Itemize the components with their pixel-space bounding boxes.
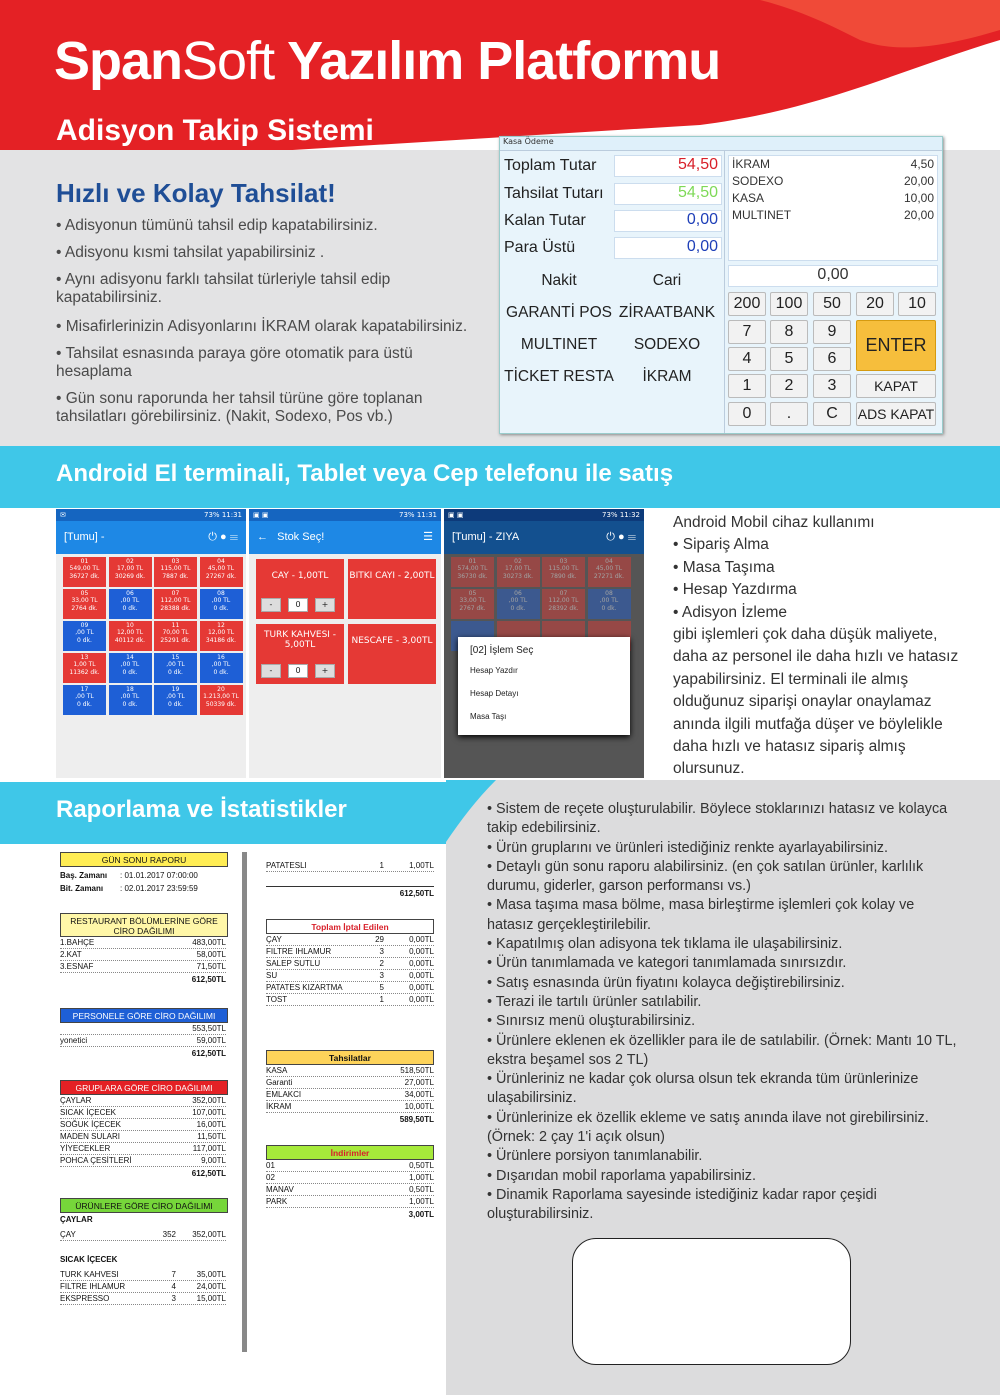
para-ustu-label: Para Üstü	[504, 239, 576, 256]
key-8[interactable]: 8	[770, 320, 808, 344]
toplam-value[interactable]: 54,50	[614, 155, 722, 177]
table-cell[interactable]: 11 70,00 TL 25291 dk.	[154, 621, 197, 651]
key-9[interactable]: 9	[813, 320, 851, 344]
report-row: 3.ESNAF 71,50TL	[60, 962, 226, 971]
report-row: Garanti 27,00TL	[266, 1078, 434, 1087]
report-row: POHCA ÇESİTLERİ 9,00TL	[60, 1156, 226, 1165]
stock-item[interactable]: BITKI CAYI - 2,00TL	[348, 559, 436, 619]
report-row: ÇAY 352 352,00TL	[60, 1230, 226, 1239]
report-feature-item: • Sınırsız menü oluşturabilirsiniz.	[487, 1013, 696, 1030]
method-ticket-button[interactable]: TİCKET RESTA	[504, 368, 614, 385]
enter-button[interactable]: ENTER	[856, 320, 936, 371]
gun-sonu-report-continued: PATATESLI 1 1,00TL 612,50TL Toplam İptal Edilen ÇAY 29 0,00TL FILTRE IHLAMUR 3 0,00TL SALEP SUTLU 2 0,00TL SU 3 0,00TL PATATES KIZARTMA 5 0,00TL TOST 1 0,00TL Tahsilatlar KASA 518,50TL Garanti 27,00TL EMLAKCI 34,00TL İKRAM 10,00TL 589,50TL İndirimler 01 0,50TL 02 1,00TL MANAV 0,50TL PARK 1,00TL 3,00TL	[266, 861, 434, 1219]
feature-item: • Misafirlerinizin Adisyonlarını İKRAM olarak kapatabilirsiniz.	[56, 318, 468, 335]
para-ustu-value[interactable]: 0,00	[614, 237, 722, 259]
phone1-title: [Tumu] -	[64, 531, 105, 543]
section-title: GRUPLARA GÖRE CİRO DAĞILIMI	[60, 1080, 228, 1095]
table-cell[interactable]: 01 574,00 TL 36730 dk.	[451, 557, 494, 587]
tahsilat-value[interactable]: 54,50	[614, 183, 722, 205]
payments-list	[728, 155, 938, 261]
table-cell[interactable]: 01 549,00 TL 36727 dk.	[63, 557, 106, 587]
table-cell[interactable]: 05 33,00 TL 2764 dk.	[63, 589, 106, 619]
phone2-title: Stok Seç!	[277, 531, 325, 543]
table-cell[interactable]: 13 1,00 TL 11362 dk.	[63, 653, 106, 683]
payment-row[interactable]: MULTINET 20,00	[732, 208, 934, 222]
method-ikram-button[interactable]: İKRAM	[642, 368, 692, 385]
table-cell[interactable]: 03 115,00 TL 7887 dk.	[154, 557, 197, 587]
section-title: PERSONELE GÖRE CİRO DAĞILIMI	[60, 1008, 228, 1023]
report-feature-item: • Ürünlere eklenen ek özellikler para ile de satılabilir. (Örnek: Mantı 10 TL, ekstra beşamel sos 2 TL)	[487, 1032, 957, 1068]
report-feature-item: • Ürünlerinize ek özellik ekleme ve satış anında ilave not girebilirsiniz. (Örnek: 2 çay 1'i açık olsun)	[487, 1109, 929, 1146]
table-cell[interactable]: 04 45,00 TL 27271 dk.	[588, 557, 631, 587]
table-cell[interactable]: 04 45,00 TL 27267 dk.	[200, 557, 243, 587]
android-description: Android Mobil cihaz kullanımı • Sipariş Alma • Masa Taşıma • Hesap Yazdırma • Adisyon İzleme gibi işlemleri çok daha düşük maliyete, daha az personel ile daha hızlı ve hatasız yapabilirsiniz. El terminali ile almış olduğunuz siparişi onaylar onaylamaz anında ilgili mutfağa düşer ve böylelikle daha hızlı ve hatasız sipariş almış olursunuz.	[673, 514, 959, 778]
quick-100-button[interactable]: 100	[770, 292, 808, 316]
report-row: SOĞUK İÇECEK 16,00TL	[60, 1120, 226, 1129]
report-row: FILTRE IHLAMUR 3 0,00TL	[266, 947, 434, 956]
report-row: 02 1,00TL	[266, 1173, 434, 1182]
tahsilat-heading: Hızlı ve Kolay Tahsilat!	[56, 178, 336, 208]
report-row: SU 3 0,00TL	[266, 971, 434, 980]
subtitle: Adisyon Takip Sistemi	[56, 114, 374, 147]
key-7[interactable]: 7	[728, 320, 766, 344]
key-1[interactable]: 1	[728, 374, 766, 398]
report-section-title: Raporlama ve İstatistikler	[56, 796, 347, 823]
quick-10-button[interactable]: 10	[898, 292, 936, 316]
report-feature-item: • Masa taşıma masa bölme, masa birleştirme işlemleri çok kolay ve hatasız gerçekleştirilebilir.	[487, 897, 915, 933]
report-row: YİYECEKLER 117,00TL	[60, 1144, 226, 1153]
dialog-title: [02] İşlem Seç	[470, 645, 534, 656]
table-cell[interactable]: 12 12,00 TL 34186 dk.	[200, 621, 243, 651]
method-nakit-button[interactable]: Nakit	[541, 272, 577, 289]
report-row: 1.BAHÇE 483,00TL	[60, 938, 226, 947]
report-title: GÜN SONU RAPORU	[60, 852, 228, 867]
report-row: EMLAKCI 34,00TL	[266, 1090, 434, 1099]
report-feature-item: • Ürün tanımlamada ve kategori tanımlamada sınırsızdır.	[487, 955, 847, 972]
report-feature-item: • Satış esnasında ürün fiyatını kolayca değiştirebilirsiniz.	[487, 974, 845, 991]
table-cell[interactable]: 06 ,00 TL 0 dk.	[109, 589, 152, 619]
table-cell[interactable]: 19 ,00 TL 0 dk.	[154, 685, 197, 715]
stock-item[interactable]: CAY - 1,00TL	[256, 559, 344, 619]
menu-icon[interactable]: ⏻ ● ☰	[606, 531, 636, 543]
section-title: İndirimler	[266, 1145, 434, 1160]
menu-icon[interactable]: ⏻ ● ☰	[208, 531, 238, 543]
report-feature-item: • Ürünleriniz ne kadar çok olursa olsun tek ekranda tüm ürünlerinize ulaşabilirsiniz.	[487, 1071, 919, 1107]
quick-20-button[interactable]: 20	[856, 292, 894, 316]
table-cell[interactable]: 10 12,00 TL 40112 dk.	[109, 621, 152, 651]
key-0[interactable]: 0	[728, 402, 766, 426]
report-row: FILTRE IHLAMUR 4 24,00TL	[60, 1282, 226, 1291]
method-ziraat-button[interactable]: ZİRAATBANK	[618, 304, 716, 321]
amount-display[interactable]: 0,00	[728, 265, 938, 287]
dialog-item[interactable]: Masa Taşı	[470, 712, 507, 721]
report-row: SICAK İÇECEK 107,00TL	[60, 1108, 226, 1117]
report-feature-list	[487, 800, 957, 1225]
table-cell[interactable]: 05 33,00 TL 2767 dk.	[451, 589, 494, 619]
key-dot[interactable]: .	[770, 402, 808, 426]
back-arrow-icon[interactable]: ←	[257, 531, 268, 543]
ads-kapat-button[interactable]: ADS KAPAT	[856, 402, 936, 426]
report-row: MANAV 0,50TL	[266, 1185, 434, 1194]
feature-item: • Adisyonun tümünü tahsil edip kapatabilirsiniz.	[56, 217, 378, 234]
window-title: Kasa Ödeme	[500, 137, 942, 151]
phone3-title: [Tumu] - ZIYA	[452, 531, 520, 543]
report-row: 553,50TL	[60, 1023, 226, 1035]
method-garanti-button[interactable]: GARANTİ POS	[506, 304, 612, 321]
report-row: ÇAY 29 0,00TL	[266, 935, 434, 944]
report-row: EKSPRESSO 3 15,00TL	[60, 1294, 226, 1303]
tahsilat-label: Tahsilat Tutarı	[504, 185, 604, 202]
report-feature-item: • Ürün gruplarını ve ürünleri istediğiniz renkte ayarlayabilirsiniz.	[487, 839, 888, 856]
report-row: PATATES KIZARTMA 5 0,00TL	[266, 983, 434, 992]
report-row: KASA 518,50TL	[266, 1066, 434, 1075]
table-cell[interactable]: 15 ,00 TL 0 dk.	[154, 653, 197, 683]
dialog-item[interactable]: Hesap Detayı	[470, 689, 519, 698]
table-cell[interactable]: 08 ,00 TL 0 dk.	[588, 589, 631, 619]
phone-tables-screen: ✉ 73% 11:31 [Tumu] - ⏻ ● ☰ 01 549,00 TL 36727 dk. 02 17,00 TL 30269 dk. 03 115,00 TL 7887 dk. 04 45,00 TL 27267 dk. 05 33,00 TL 2764 dk. 06 ,00 TL 0 dk. 07 112,00 TL 28388 dk. 08 ,00 TL 0 dk. 09 ,00 TL 0 dk. 10 12,00 TL 40112 dk. 11 70,00 TL 25291 dk. 12 12,00 TL 34186 dk. 13 1,00 TL 11362 dk. 14 ,00 TL 0 dk. 15 ,00 TL 0 dk. 16 ,00 TL 0 dk. 17 ,00 TL 0 dk. 18 ,00 TL 0 dk. 19 ,00 TL 0 dk. 20 1.213,00 TL 50339 dk.	[56, 509, 246, 778]
method-cari-button[interactable]: Cari	[652, 272, 682, 289]
table-cell[interactable]: 03 115,00 TL 7890 dk.	[542, 557, 585, 587]
table-cell[interactable]: 09 ,00 TL 0 dk.	[63, 621, 106, 651]
report-row: 2.KAT 58,00TL	[60, 950, 226, 959]
table-cell[interactable]: 18 ,00 TL 0 dk.	[109, 685, 152, 715]
report-row: 01 0,50TL	[266, 1161, 434, 1170]
report-row: ÇAYLAR 352,00TL	[60, 1096, 226, 1105]
report-row: İKRAM 10,00TL	[266, 1102, 434, 1111]
section-title: RESTAURANT BÖLÜMLERİNE GÖRE CİRO DAĞILIMI	[60, 913, 228, 937]
feature-item: • Tahsilat esnasında paraya göre otomatik para üstü hesaplama	[56, 345, 413, 380]
method-sodexo-button[interactable]: SODEXO	[633, 336, 701, 353]
key-6[interactable]: 6	[813, 347, 851, 371]
plus-button[interactable]: +	[315, 664, 335, 678]
report-feature-item: • Terazi ile tartılı ürünler satılabilir.	[487, 993, 702, 1010]
stock-item[interactable]: TURK KAHVESI - 5,00TL	[256, 624, 344, 684]
key-2[interactable]: 2	[770, 374, 808, 398]
islem-sec-dialog	[458, 637, 630, 735]
table-cell[interactable]: 02 17,00 TL 30273 dk.	[497, 557, 540, 587]
report-row: MADEN SULARI 11,50TL	[60, 1132, 226, 1141]
report-section-bar	[0, 782, 446, 844]
phone-stock-screen: ▣ ▣ 73% 11:31 ← Stok Seç! ☰ CAY - 1,00TL - 0 + BITKI CAYI - 2,00TL TURK KAHVESI - 5,00TL - 0 + NESCAFE - 3,00TL	[249, 509, 441, 778]
report-feature-item: • Dışarıdan mobil raporlama yapabilirsiniz.	[487, 1167, 756, 1184]
report-feature-item: • Dinamik Raporlama sayesinde istediğiniz kadar rapor çeşidi oluşturabilirsiniz.	[487, 1186, 877, 1223]
brand-title: SpanSoft Yazılım Platformu	[54, 31, 721, 91]
minus-button[interactable]: -	[261, 598, 281, 612]
table-cell[interactable]: 06 ,00 TL 0 dk.	[497, 589, 540, 619]
key-4[interactable]: 4	[728, 347, 766, 371]
feature-item: • Adisyonu kısmi tahsilat yapabilirsiniz .	[56, 244, 325, 261]
android-section-bar	[0, 446, 1000, 508]
report-row: yonetici 59,00TL	[60, 1036, 226, 1045]
table-cell[interactable]: 14 ,00 TL 0 dk.	[109, 653, 152, 683]
key-clear[interactable]: C	[813, 402, 851, 426]
table-cell[interactable]: 07 112,00 TL 28392 dk.	[542, 589, 585, 619]
section-title: Tahsilatlar	[266, 1050, 434, 1065]
dialog-item[interactable]: Hesap Yazdır	[470, 666, 518, 675]
report-row: TOST 1 0,00TL	[266, 995, 434, 1004]
table-cell[interactable]: 17 ,00 TL 0 dk.	[63, 685, 106, 715]
phone-dialog-screen: ▣ ▣ 73% 11:32 [Tumu] - ZIYA ⏻ ● ☰ 01 574,00 TL 36730 dk. 02 17,00 TL 30273 dk. 03 115,00 TL 7890 dk. 04 45,00 TL 27271 dk. 05 33,00 TL 2767 dk. 06 ,00 TL 0 dk. 07 112,00 TL 28392 dk. 08 ,00 TL 0 dk. [02] İşlem Seç Hesap Yazdır Hesap Detayı Masa Taşı	[444, 509, 644, 778]
toplam-label: Toplam Tutar	[504, 157, 597, 174]
report-feature-item: • Detaylı gün sonu raporu alabilirsiniz. (en çok satılan ürünler, karlılık durumu, giderler, garson performansı vs.)	[487, 858, 924, 895]
kalan-label: Kalan Tutar	[504, 212, 586, 229]
report-row: TURK KAHVESI 7 35,00TL	[60, 1270, 226, 1279]
payment-row[interactable]: SODEXO 20,00	[732, 174, 934, 188]
minus-button[interactable]: -	[261, 664, 281, 678]
section-title: ÜRÜNLERE GÖRE CİRO DAĞILIMI	[60, 1198, 228, 1213]
report-feature-item: • Sistem de reçete oluşturulabilir. Böylece stoklarınızı hatasız ve kolayca takip edebilirsiniz.	[487, 801, 948, 837]
table-cell[interactable]: 16 ,00 TL 0 dk.	[200, 653, 243, 683]
kasa-odeme-window	[499, 136, 943, 434]
quick-200-button[interactable]: 200	[728, 292, 766, 316]
payment-row[interactable]: İKRAM 4,50	[732, 157, 934, 171]
android-section-title: Android El terminali, Tablet veya Cep telefonu ile satış	[56, 460, 674, 487]
empty-rounded-box	[572, 1238, 851, 1365]
gun-sonu-report: GÜN SONU RAPORU Baş. Zamanı : 01.01.2017 07:00:00 Bit. Zamanı : 02.01.2017 23:59:59 RESTAURANT BÖLÜMLERİNE GÖRE CİRO DAĞILIMI 1.BAHÇE 483,00TL 2.KAT 58,00TL 3.ESNAF 71,50TL 612,50TL PERSONELE GÖRE CİRO DAĞILIMI 553,50TL yonetici 59,00TL 612,50TL GRUPLARA GÖRE CİRO DAĞILIMI ÇAYLAR 352,00TL SICAK İÇECEK 107,00TL SOĞUK İÇECEK 16,00TL MADEN SULARI 11,50TL YİYECEKLER 117,00TL POHCA ÇESİTLERİ 9,00TL 612,50TL ÜRÜNLERE GÖRE CİRO DAĞILIMI ÇAYLAR ÇAY 352 352,00TL SICAK İÇECEK TURK KAHVESI 7 35,00TL FILTRE IHLAMUR 4 24,00TL EKSPRESSO 3 15,00TL	[56, 852, 248, 1305]
kalan-value[interactable]: 0,00	[614, 210, 722, 232]
table-cell[interactable]: 07 112,00 TL 28388 dk.	[154, 589, 197, 619]
table-cell[interactable]: 02 17,00 TL 30269 dk.	[109, 557, 152, 587]
stock-item[interactable]: NESCAFE - 3,00TL	[348, 624, 436, 684]
qty-value[interactable]: 0	[288, 598, 308, 612]
kapat-button[interactable]: KAPAT	[856, 374, 936, 398]
quick-50-button[interactable]: 50	[813, 292, 851, 316]
report-feature-item: • Ürünlere porsiyon tanımlanabilir.	[487, 1148, 703, 1165]
key-3[interactable]: 3	[813, 374, 851, 398]
table-cell[interactable]: 20 1.213,00 TL 50339 dk.	[200, 685, 243, 715]
feature-item: • Gün sonu raporunda her tahsil türüne göre toplanan tahsilatları görebilirsiniz. (Nakit, Sodexo, Pos vb.)	[56, 390, 423, 425]
report-row: PARK 1,00TL	[266, 1197, 434, 1206]
feature-item: • Aynı adisyonu farklı tahsilat türleriyle tahsil edip kapatabilirsiniz.	[56, 271, 391, 306]
list-icon[interactable]: ☰	[423, 531, 433, 543]
qty-value[interactable]: 0	[288, 664, 308, 678]
report-row: SALEP SUTLU 2 0,00TL	[266, 959, 434, 968]
section-title: Toplam İptal Edilen	[266, 919, 434, 934]
key-5[interactable]: 5	[770, 347, 808, 371]
method-multinet-button[interactable]: MULTINET	[520, 336, 598, 353]
report-feature-item: • Kapatılmış olan adisyona tek tıklama ile ulaşabilirsiniz.	[487, 936, 843, 953]
plus-button[interactable]: +	[315, 598, 335, 612]
payment-row[interactable]: KASA 10,00	[732, 191, 934, 205]
table-cell[interactable]: 08 ,00 TL 0 dk.	[200, 589, 243, 619]
